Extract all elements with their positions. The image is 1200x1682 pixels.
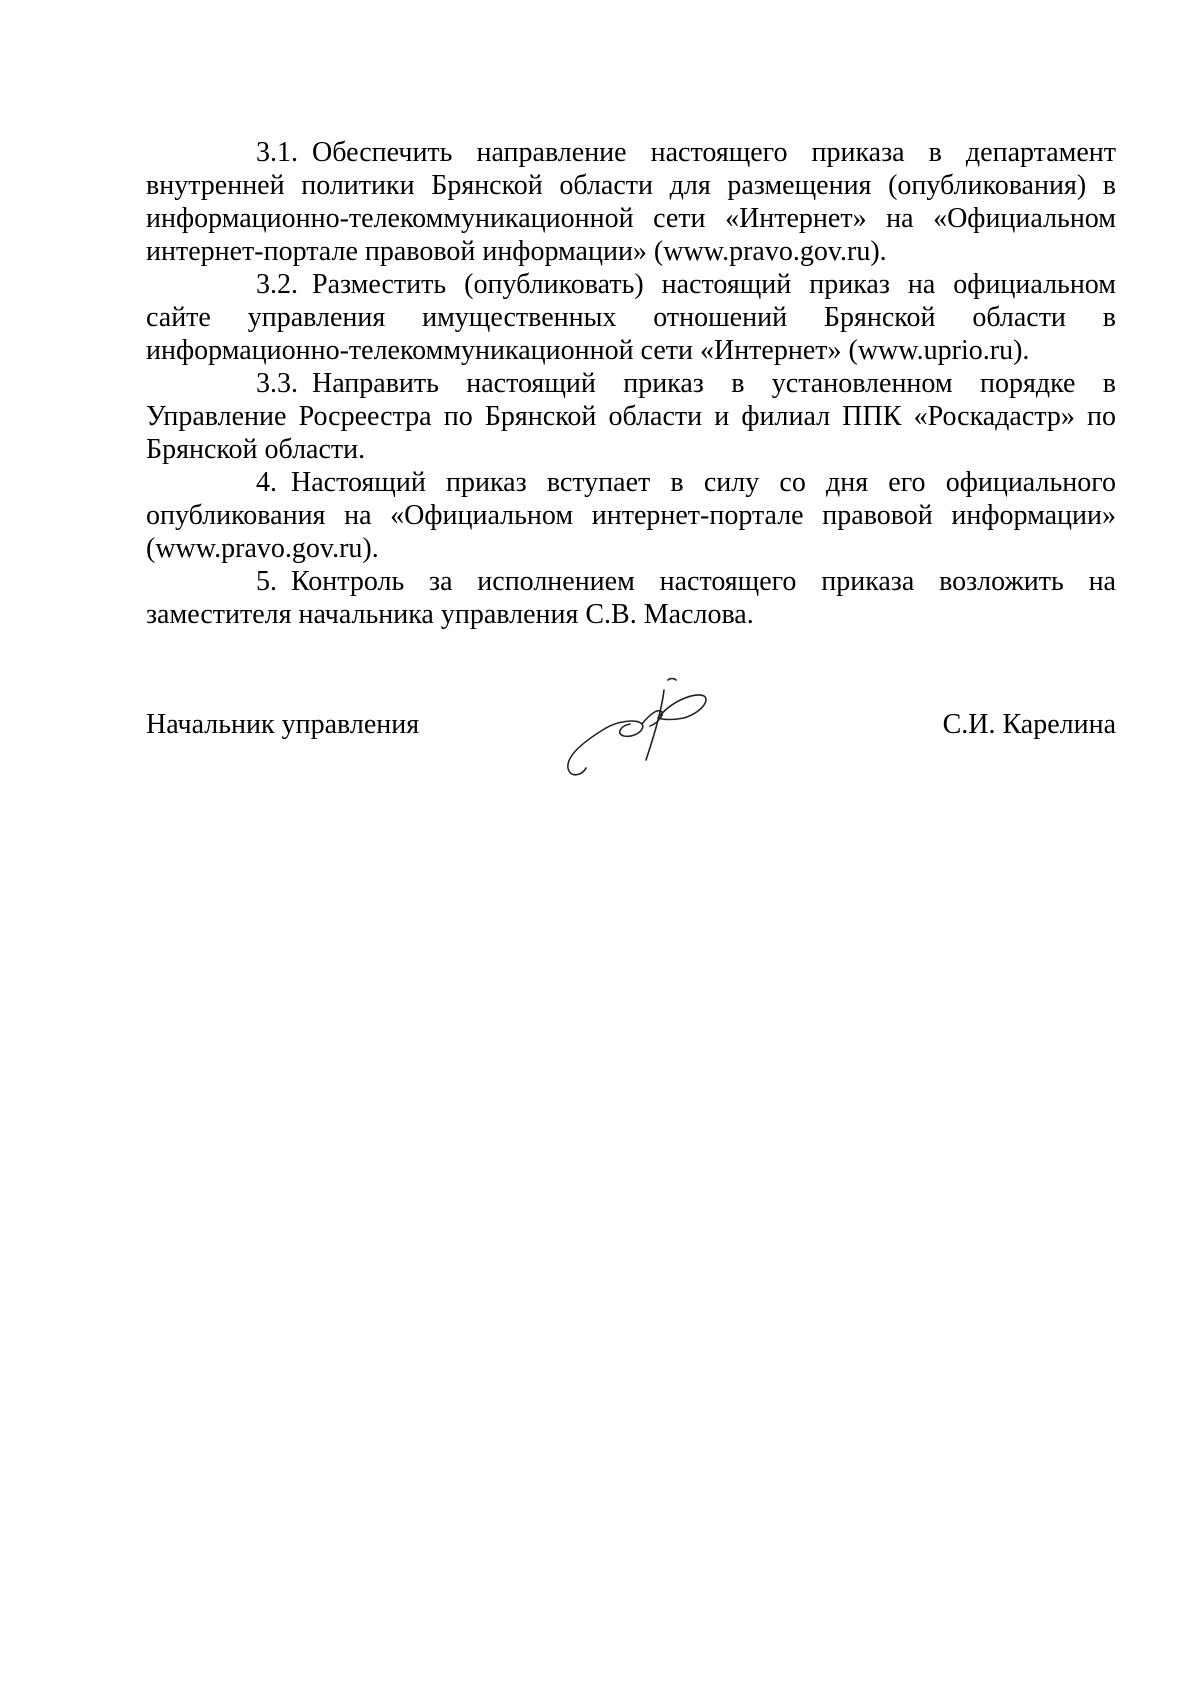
document-body — [146, 136, 1116, 631]
signatory-title: Начальник управления — [146, 709, 420, 740]
paragraph-text: Обеспечить направление настоящего приказа в департамент внутренней политики Брянской области для размещения (опубликования) в информационно-телекоммуникационной сети «Интернет» на «Официальном интернет-портале правовой информации» (www.pravo.gov.ru). — [146, 137, 1116, 267]
paragraph-text: Направить настоящий приказ в установленном порядке в Управление Росреестра по Брянской области и филиал ППК «Роскадастр» по Брянской области. — [146, 368, 1116, 465]
paragraph-3-2 — [146, 268, 1116, 367]
paragraph-text: Настоящий приказ вступает в силу со дня его официального опубликования на «Официальном интернет-портале правовой информации» (www.pravo.gov.ru). — [146, 467, 1116, 564]
paragraph-number: 5. — [256, 566, 277, 597]
paragraph-5 — [146, 565, 1116, 631]
paragraph-number: 3.1. — [256, 137, 298, 168]
signatory-name: С.И. Карелина — [942, 709, 1116, 740]
paragraph-number: 4. — [256, 467, 277, 498]
paragraph-4 — [146, 466, 1116, 565]
paragraph-3-3 — [146, 367, 1116, 466]
handwritten-signature — [546, 660, 726, 780]
signature-block — [146, 700, 1116, 800]
paragraph-3-1 — [146, 136, 1116, 268]
paragraph-text: Контроль за исполнением настоящего приказа возложить на заместителя начальника управления С.В. Маслова. — [146, 566, 1116, 630]
paragraph-number: 3.2. — [256, 269, 298, 300]
paragraph-text: Разместить (опубликовать) настоящий приказ на официальном сайте управления имущественных отношений Брянской области в информационно-телекоммуникационной сети «Интернет» (www.uprio.ru). — [146, 269, 1116, 366]
paragraph-number: 3.3. — [256, 368, 298, 399]
